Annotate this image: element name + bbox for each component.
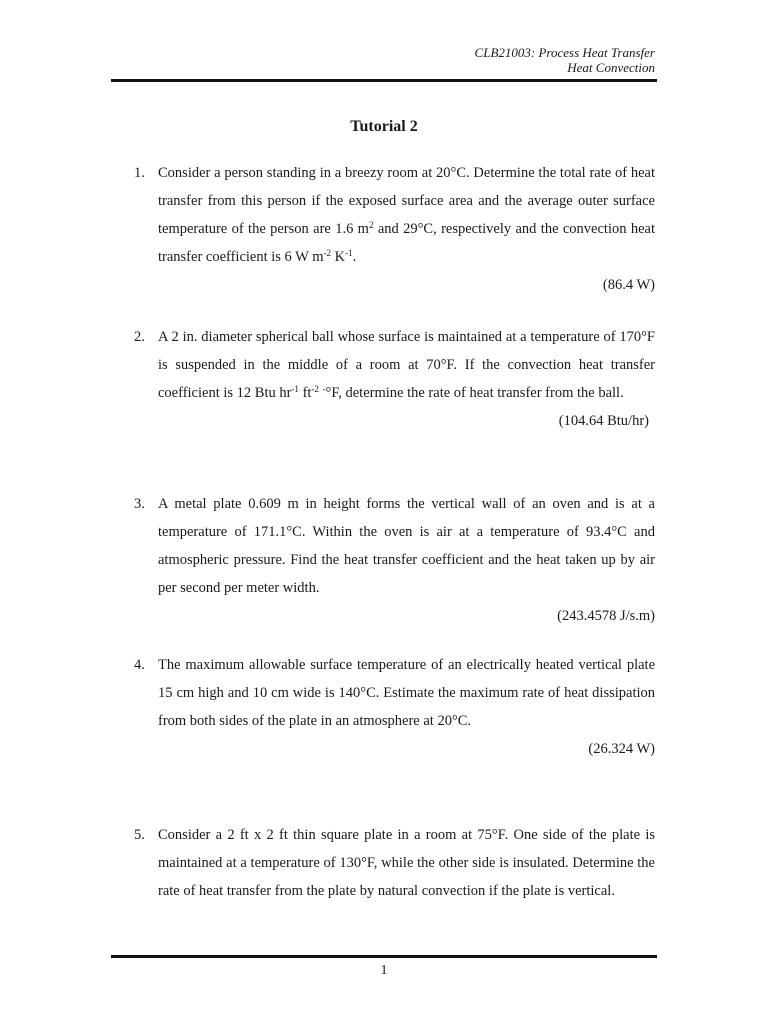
question-answer: (104.64 Btu/hr)	[558, 413, 649, 429]
question-answer: (86.4 W)	[602, 277, 655, 293]
question-answer: (243.4578 J/s.m)	[557, 608, 655, 624]
question-number: 3.	[134, 496, 145, 512]
page-number: 1	[380, 963, 388, 978]
footer-rule	[111, 955, 657, 958]
question-2	[134, 323, 655, 435]
question-answer: (26.324 W)	[588, 741, 655, 757]
question-number: 4.	[134, 657, 145, 673]
page-title: Tutorial 2	[350, 118, 418, 135]
running-header	[475, 45, 655, 75]
question-text: The maximum allowable surface temperature of an electrically heated vertical plate 15 cm high and 10 cm wide is 140°C. Estimate the maximum rate of heat dissipation from both sides of the plate in an atmosphere at 20°C.	[158, 657, 655, 729]
question-text: Consider a 2 ft x 2 ft thin square plate in a room at 75°F. One side of the plate is maintained at a temperature of 130°F, while the other side is insulated. Determine the rate of heat transfer from the plate by natural convection if the plate is vertical.	[158, 827, 655, 899]
topic-title: Heat Convection	[567, 60, 655, 75]
question-number: 1.	[134, 165, 145, 181]
course-title: CLB21003: Process Heat Transfer	[474, 45, 655, 60]
question-1	[134, 159, 655, 299]
question-4	[134, 651, 655, 763]
question-number: 5.	[134, 827, 145, 843]
question-number: 2.	[134, 329, 145, 345]
question-text: A 2 in. diameter spherical ball whose surface is maintained at a temperature of 170°F is suspended in the middle of a room at 70°F. If the convection heat transfer coefficient is 12 Btu $hr^{-1}$ $ft^{-2}$ -°F, determine the rate of heat transfer from the ball.	[158, 329, 655, 401]
question-3	[134, 490, 655, 630]
question-text: A metal plate 0.609 m in height forms the vertical wall of an oven and is at a temperature of 171.1°C. Within the oven is air at a temperature of 93.4°C and atmospheric pressure. Find the heat transfer coefficient and the heat taken up by air per second per meter width.	[158, 496, 655, 596]
question-5	[134, 821, 655, 905]
header-rule	[111, 79, 657, 82]
question-text: Consider a person standing in a breezy room at 20°C. Determine the total rate of heat transfer from this person if the exposed surface area and the average outer surface temperature of the person are 1.6 $m^2$ and 29°C, respectively and the convection heat transfer coefficient is 6 W $m^{-2}$ $K^{-1}$.	[158, 165, 655, 265]
